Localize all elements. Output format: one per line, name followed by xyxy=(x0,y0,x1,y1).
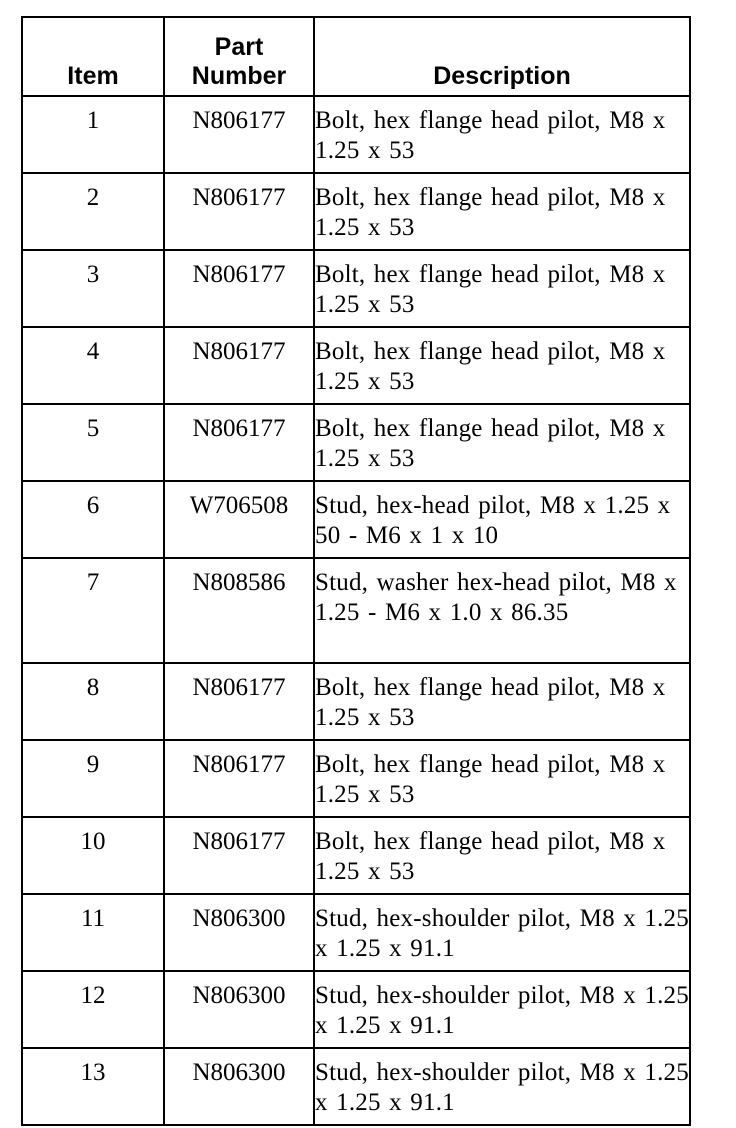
table-row xyxy=(22,1048,690,1125)
table-row xyxy=(22,894,690,971)
table-row xyxy=(22,971,690,1048)
item-cell: 13 xyxy=(22,1048,164,1125)
part-number-cell: W706508 xyxy=(164,481,314,558)
item-cell: 3 xyxy=(22,250,164,327)
description-cell: Bolt, hex flange head pilot, M8 x 1.25 x 53 xyxy=(314,663,690,740)
item-cell: 8 xyxy=(22,663,164,740)
item-cell: 2 xyxy=(22,173,164,250)
table-row xyxy=(22,663,690,740)
item-cell: 12 xyxy=(22,971,164,1048)
table-row xyxy=(22,404,690,481)
part-number-cell: N806177 xyxy=(164,250,314,327)
description-cell: Bolt, hex flange head pilot, M8 x 1.25 x 53 xyxy=(314,96,690,173)
part-number-cell: N806177 xyxy=(164,96,314,173)
item-cell: 9 xyxy=(22,740,164,817)
header-item: Item xyxy=(22,17,164,96)
item-cell: 11 xyxy=(22,894,164,971)
item-cell: 1 xyxy=(22,96,164,173)
description-cell: Bolt, hex flange head pilot, M8 x 1.25 x 53 xyxy=(314,250,690,327)
part-number-cell: N806300 xyxy=(164,1048,314,1125)
item-cell: 7 xyxy=(22,558,164,663)
table-row xyxy=(22,250,690,327)
item-cell: 4 xyxy=(22,327,164,404)
part-number-cell: N806177 xyxy=(164,404,314,481)
header-description: Description xyxy=(314,17,690,96)
description-cell: Bolt, hex flange head pilot, M8 x 1.25 x 53 xyxy=(314,173,690,250)
description-cell: Bolt, hex flange head pilot, M8 x 1.25 x 53 xyxy=(314,404,690,481)
description-cell: Stud, hex-shoulder pilot, M8 x 1.25 x 1.25 x 91.1 xyxy=(314,971,690,1048)
item-cell: 5 xyxy=(22,404,164,481)
part-number-cell: N806177 xyxy=(164,740,314,817)
table-row xyxy=(22,481,690,558)
description-cell: Bolt, hex flange head pilot, M8 x 1.25 x 53 xyxy=(314,327,690,404)
header-part-number xyxy=(164,17,314,96)
table-row xyxy=(22,173,690,250)
description-cell: Stud, hex-head pilot, M8 x 1.25 x 50 - M6 x 1 x 10 xyxy=(314,481,690,558)
table-body xyxy=(22,96,690,1125)
header-row xyxy=(22,17,690,96)
table-row xyxy=(22,817,690,894)
item-cell: 6 xyxy=(22,481,164,558)
description-cell: Stud, washer hex-head pilot, M8 x 1.25 - M6 x 1.0 x 86.35 xyxy=(314,558,690,663)
table-row xyxy=(22,558,690,663)
description-cell: Bolt, hex flange head pilot, M8 x 1.25 x 53 xyxy=(314,817,690,894)
table-row xyxy=(22,327,690,404)
part-number-cell: N806300 xyxy=(164,971,314,1048)
part-number-cell: N806177 xyxy=(164,327,314,404)
header-part-number-label: Part Number xyxy=(191,33,287,90)
parts-table xyxy=(21,16,691,1126)
part-number-cell: N806177 xyxy=(164,663,314,740)
description-cell: Stud, hex-shoulder pilot, M8 x 1.25 x 1.25 x 91.1 xyxy=(314,1048,690,1125)
item-cell: 10 xyxy=(22,817,164,894)
part-number-cell: N806177 xyxy=(164,173,314,250)
description-cell: Stud, hex-shoulder pilot, M8 x 1.25 x 1.25 x 91.1 xyxy=(314,894,690,971)
part-number-cell: N808586 xyxy=(164,558,314,663)
part-number-cell: N806177 xyxy=(164,817,314,894)
table-row xyxy=(22,740,690,817)
description-cell: Bolt, hex flange head pilot, M8 x 1.25 x 53 xyxy=(314,740,690,817)
table-row xyxy=(22,96,690,173)
part-number-cell: N806300 xyxy=(164,894,314,971)
